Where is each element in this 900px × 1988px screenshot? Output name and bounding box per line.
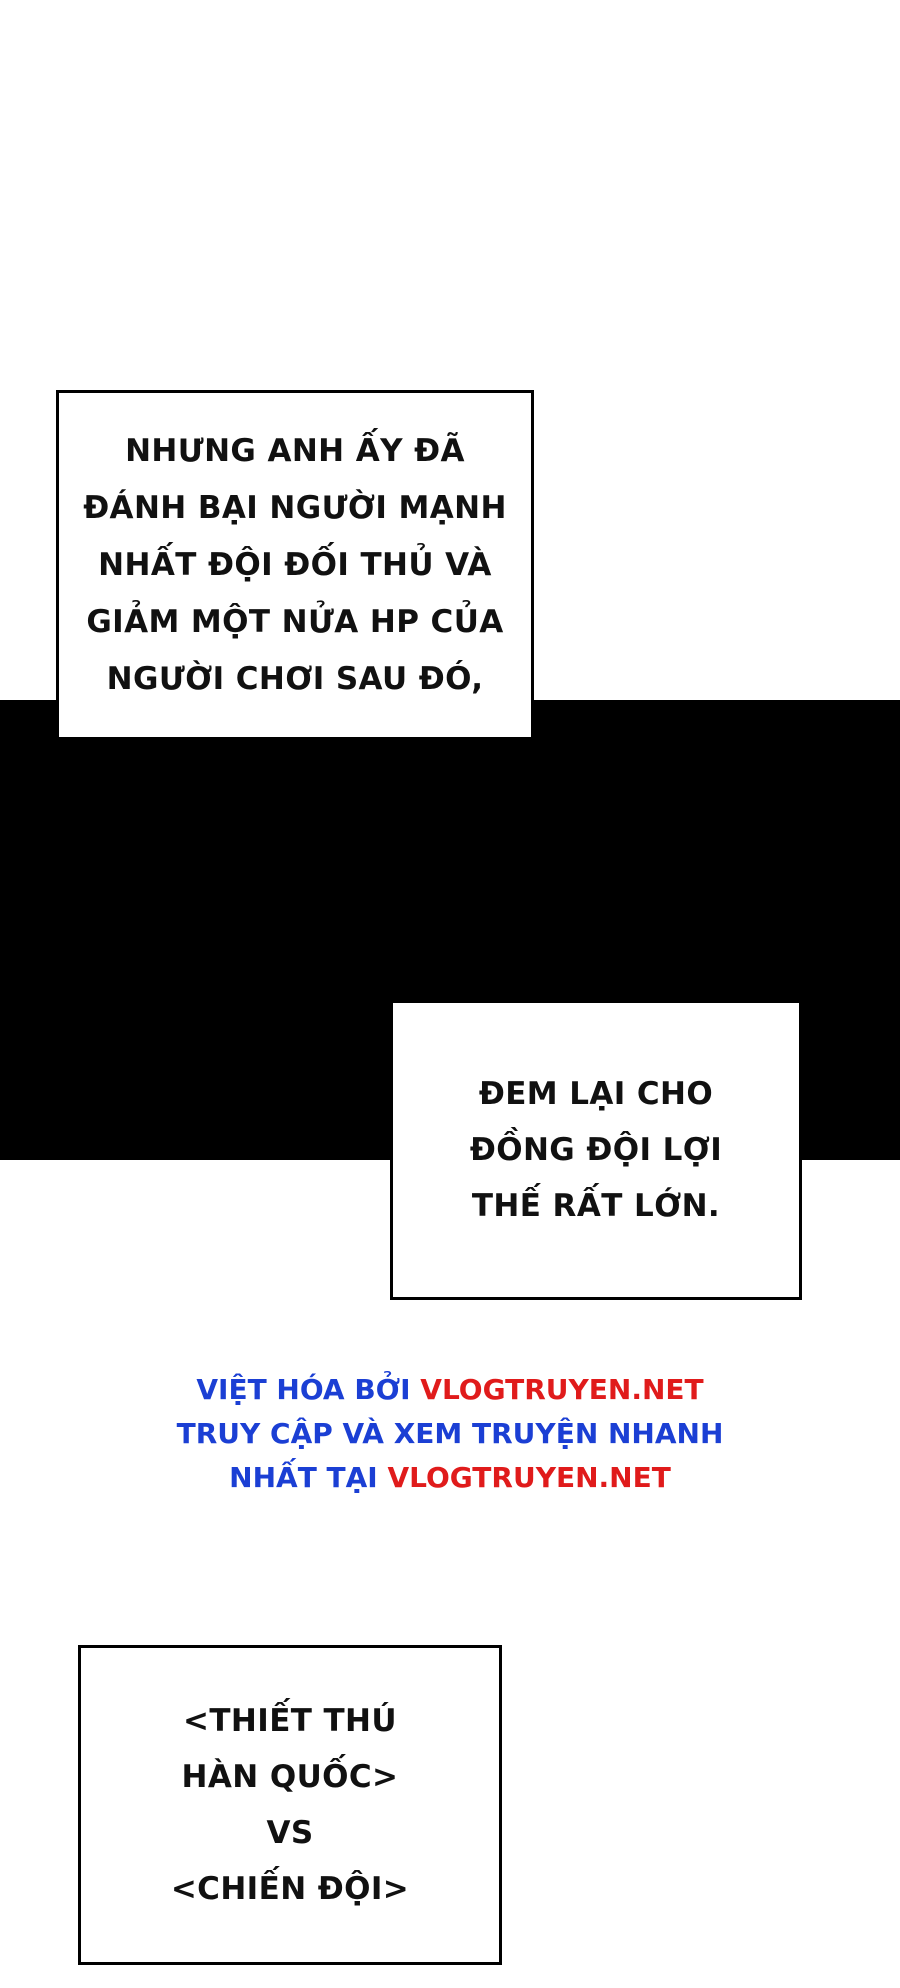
watermark-line-1-site: VLOGTRUYEN.NET: [420, 1373, 704, 1406]
match-label-box: [78, 1645, 502, 1965]
match-label-text: [81, 1693, 499, 1917]
watermark: [0, 1368, 900, 1500]
narration-line: NHẤT ĐỘI ĐỐI THỦ VÀ: [98, 546, 492, 583]
narration-line: NGƯỜI CHƠI SAU ĐÓ,: [106, 660, 484, 697]
watermark-line-1-prefix: VIỆT HÓA BỞI: [196, 1373, 421, 1406]
match-label-line: <CHIẾN ĐỘI>: [170, 1871, 410, 1907]
narration-line: THẾ RẤT LỚN.: [471, 1188, 721, 1224]
narration-line: GIẢM MỘT NỬA HP CỦA: [86, 603, 504, 640]
match-label-line: <THIẾT THÚ: [183, 1703, 397, 1739]
narration-line: ĐỒNG ĐỘI LỢI: [469, 1132, 723, 1168]
match-label-line: VS: [266, 1815, 314, 1851]
narration-line: ĐEM LẠI CHO: [478, 1076, 714, 1112]
narration-box-1-text: [59, 423, 531, 708]
narration-line: ĐÁNH BẠI NGƯỜI MẠNH: [83, 489, 507, 526]
narration-box-2-text: [393, 1066, 799, 1234]
watermark-line-3: [0, 1456, 900, 1500]
watermark-line-3-site: VLOGTRUYEN.NET: [387, 1461, 671, 1494]
watermark-line-2: TRUY CẬP VÀ XEM TRUYỆN NHANH: [176, 1417, 724, 1450]
narration-box-2: [390, 1000, 802, 1300]
match-label-line: HÀN QUỐC>: [181, 1759, 399, 1795]
watermark-line-3-prefix: NHẤT TẠI: [229, 1461, 388, 1494]
watermark-line-1: [0, 1368, 900, 1412]
narration-line: NHƯNG ANH ẤY ĐÃ: [125, 432, 465, 469]
narration-box-1: [56, 390, 534, 740]
